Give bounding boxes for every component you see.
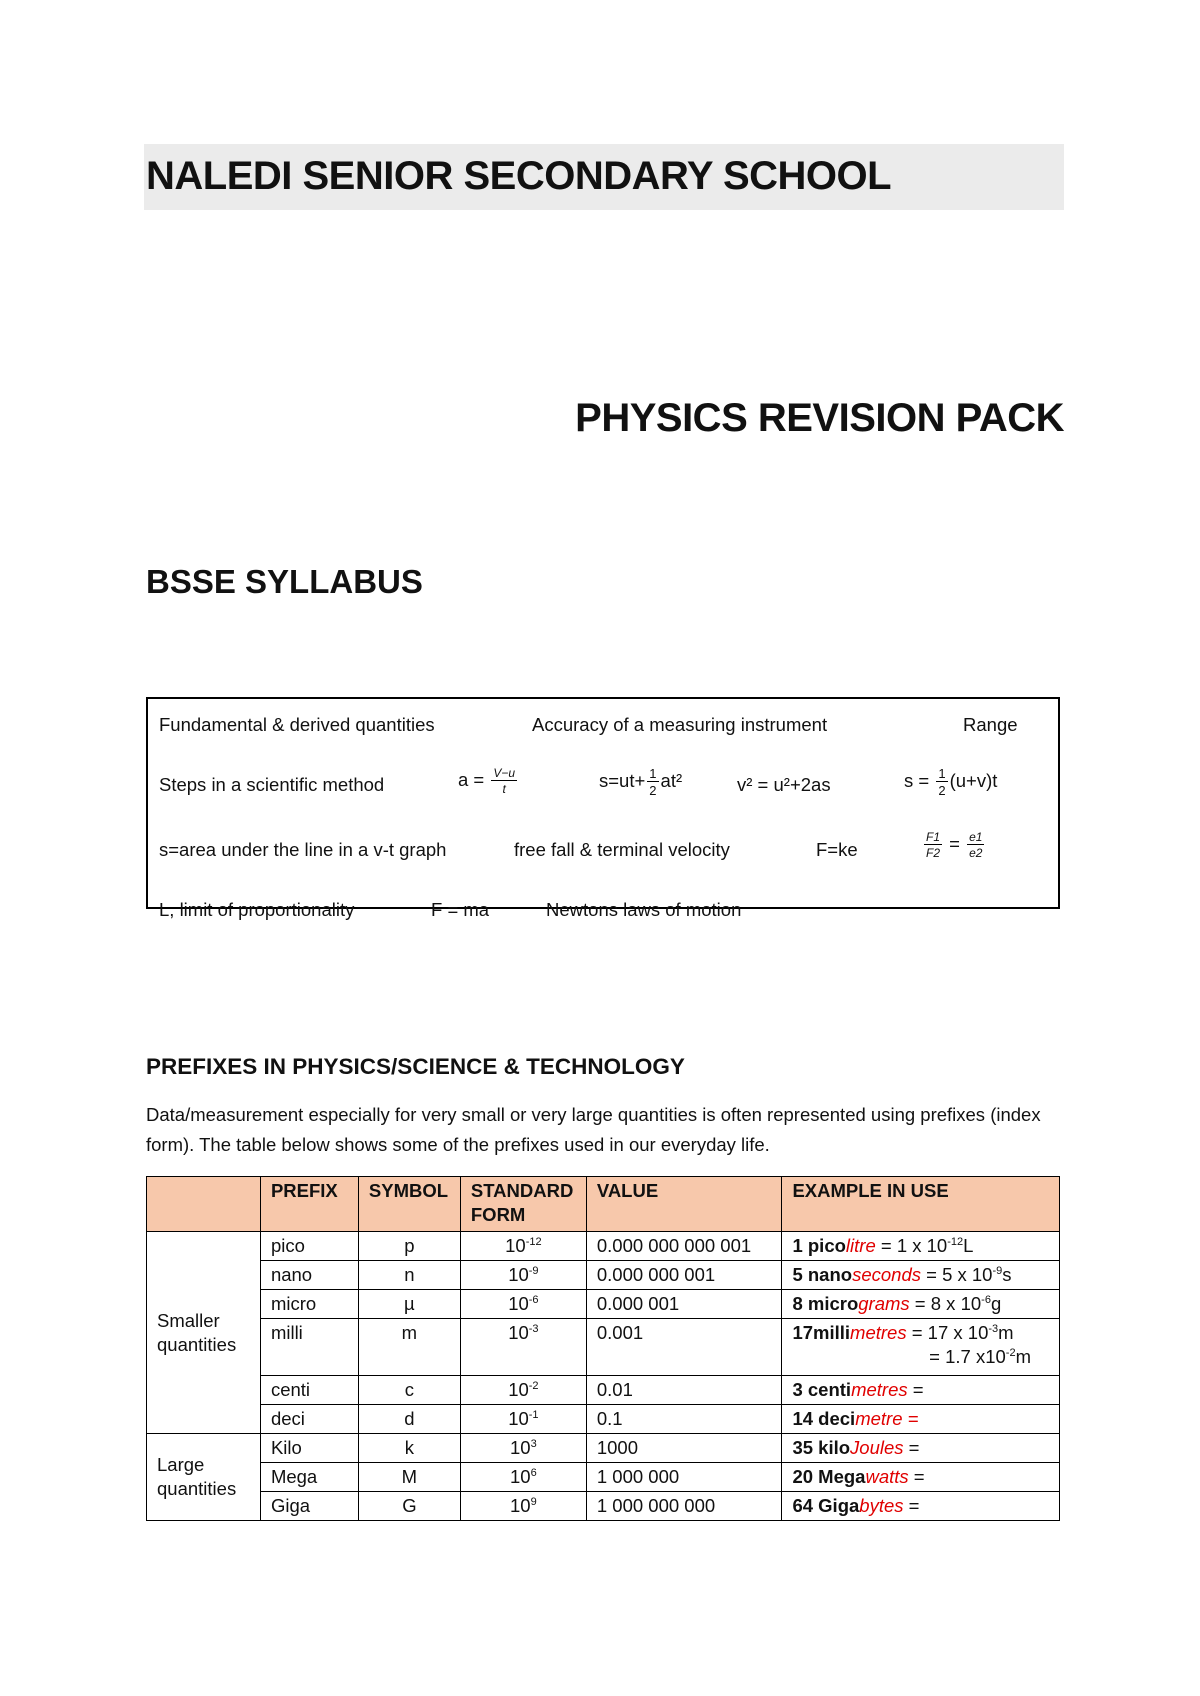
syllabus-box [146,697,1060,920]
table-row [147,1405,1060,1434]
group-label-large: Large quantities [147,1434,261,1521]
prefix-cell: centi [260,1376,358,1405]
average-velocity-formula: s = $\frac{1}{2}$ (u+v)t [904,766,998,798]
prefix-cell: nano [260,1261,358,1290]
example-cell: 8 micrograms = 8 x $10^{-6}g$ [782,1290,1060,1319]
value-cell: 0.1 [586,1405,782,1434]
table-row [147,1319,1060,1376]
prefix-cell: micro [260,1290,358,1319]
value-cell: 0.001 [586,1319,782,1376]
velocity-formula: v² = u²+2as [737,774,831,795]
example-cell: 3 centimetres = [782,1376,1060,1405]
example-cell: 20 Megawatts = [782,1463,1060,1492]
syllabus-item: Fundamental & derived quantities [159,714,435,735]
syllabus-item: Steps in a scientific method [159,774,385,795]
standard-form-cell: $10^3$ [460,1434,586,1463]
symbol-cell: G [358,1492,460,1521]
syllabus-item: Accuracy of a measuring instrument [532,714,828,735]
force-ratio-formula: $\frac{F1}{F2}$ = $\frac{e1}{e2}$ [926,830,983,860]
standard-form-cell: $10^{-3}$ [460,1319,586,1376]
example-cell: 64 Gigabytes = [782,1492,1060,1521]
group-label-smaller: Smaller quantities [147,1232,261,1434]
value-cell: 1 000 000 000 [586,1492,782,1521]
table-row [147,1492,1060,1521]
example-cell: 1 picolitre = 1 x $10^{-12}L$ [782,1232,1060,1261]
syllabus-item: Newtons laws of motion [546,899,742,920]
value-cell: 0.01 [586,1376,782,1405]
prefixes-title: PREFIXES IN PHYSICS/SCIENCE & TECHNOLOGY [146,1054,685,1079]
table-row [147,1290,1060,1319]
table-row [147,1261,1060,1290]
standard-form-cell: $10^{-9}$ [460,1261,586,1290]
value-cell: 1000 [586,1434,782,1463]
standard-form-cell: $10^{-2}$ [460,1376,586,1405]
standard-form-cell: $10^{-6}$ [460,1290,586,1319]
pack-title: PHYSICS REVISION PACK [575,396,1064,440]
syllabus-item: s=area under the line in a v-t graph [159,839,447,860]
prefix-cell: Mega [260,1463,358,1492]
symbol-cell: p [358,1232,460,1261]
standard-form-cell: $10^{-1}$ [460,1405,586,1434]
standard-form-cell: $10^9$ [460,1492,586,1521]
syllabus-item: Range [963,714,1018,735]
table-header-cell: VALUE [586,1177,782,1232]
syllabus-title: BSSE SYLLABUS [146,563,423,600]
table-row [147,1434,1060,1463]
standard-form-cell: $10^{-12}$ [460,1232,586,1261]
value-cell: 0.000 001 [586,1290,782,1319]
table-header-cell [147,1177,261,1232]
table-header-cell: EXAMPLE IN USE [782,1177,1060,1232]
symbol-cell: µ [358,1290,460,1319]
value-cell: 0.000 000 001 [586,1261,782,1290]
table-row [147,1232,1060,1261]
symbol-cell: k [358,1434,460,1463]
table-row [147,1463,1060,1492]
symbol-cell: c [358,1376,460,1405]
example-cell: 17millimetres = 17 x $10^{-3}m$ = 1.7 $x10^{-2}m$ [782,1319,1060,1376]
table-header-row [147,1177,1060,1232]
value-cell: 1 000 000 [586,1463,782,1492]
table-row [147,1376,1060,1405]
prefix-cell: Giga [260,1492,358,1521]
newton-second-law-formula: F = ma [431,899,490,920]
prefixes-intro: Data/measurement especially for very small or very large quantities is often represented using prefixes (index form). The table below shows some of the prefixes used in our everyday life. [146,1104,1041,1155]
symbol-cell: m [358,1319,460,1376]
standard-form-cell: $10^6$ [460,1463,586,1492]
acceleration-formula: a = $\frac{V-u}{t}$ [458,766,516,796]
table-header-cell: STANDARD FORM [460,1177,586,1232]
example-cell: 5 nanoseconds = 5 x $10^{-9}s$ [782,1261,1060,1290]
school-title: NALEDI SENIOR SECONDARY SCHOOL [146,154,892,198]
symbol-cell: M [358,1463,460,1492]
example-cell: 14 decimetre = [782,1405,1060,1434]
symbol-cell: d [358,1405,460,1434]
hookes-law-formula: F=ke [816,839,858,860]
table-header-cell: SYMBOL [358,1177,460,1232]
value-cell: 0.000 000 000 001 [586,1232,782,1261]
prefix-cell: milli [260,1319,358,1376]
prefixes-table [146,1176,1060,1521]
prefix-cell: Kilo [260,1434,358,1463]
syllabus-item: free fall & terminal velocity [514,839,730,860]
prefix-cell: pico [260,1232,358,1261]
symbol-cell: n [358,1261,460,1290]
example-cell: 35 kiloJoules = [782,1434,1060,1463]
displacement-formula: s=ut+ $\frac{1}{2}$ at² [599,766,683,798]
syllabus-item: L, limit of proportionality [159,899,355,920]
table-header-cell: PREFIX [260,1177,358,1232]
prefix-cell: deci [260,1405,358,1434]
